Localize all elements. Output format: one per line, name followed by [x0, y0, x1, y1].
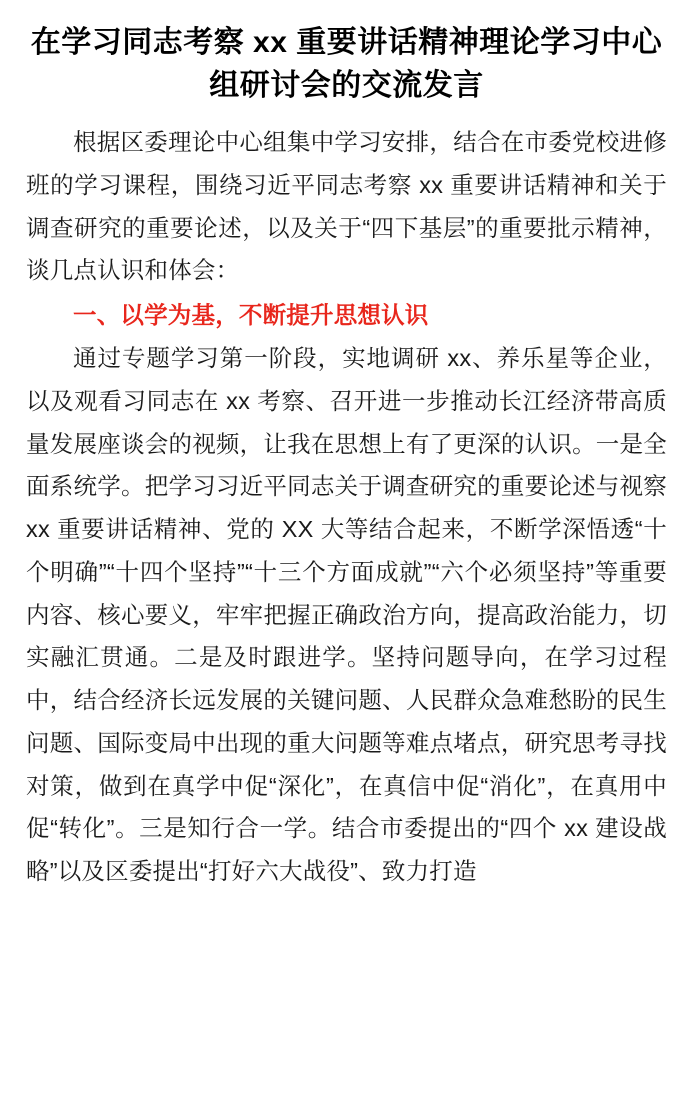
document-title: 在学习同志考察 xx 重要讲话精神理论学习中心组研讨会的交流发言: [30, 26, 663, 102]
intro-paragraph: 根据区委理论中心组集中学习安排，结合在市委党校进修班的学习课程，围绕习近平同志考察 xx 重要讲话精神和关于调查研究的重要论述，以及关于“四下基层”的重要批示精神，谈几点认识和体会：: [26, 129, 667, 284]
section-heading-1: 一、以学为基，不断提升思想认识: [73, 302, 429, 329]
section-body-1: 通过专题学习第一阶段，实地调研 xx、养乐星等企业，以及观看习同志在 xx 考察、召开进一步推动长江经济带高质量发展座谈会的视频，让我在思想上有了更深的认识。一是全面系统学。把学习习近平同志关于调查研究的重要论述与视察 xx 重要讲话精神、党的 XX 大等结合起来，不断学深悟透“十个明确”“十四个坚持”“十三个方面成就”“六个必须坚持”等重要内容、核心要义，牢牢把握正确政治方向，提高政治能力，切实融汇贯通。二是及时跟进学。坚持问题导向，在学习过程中，结合经济长远发展的关键问题、人民群众急难愁盼的民生问题、国际变局中出现的重大问题等难点堵点，研究思考寻找对策，做到在真学中促“深化”，在真信中促“消化”，在真用中促“转化”。三是知行合一学。结合市委提出的“四个 xx 建设战略”以及区委提出“打好六大战役”、致力打造: [26, 345, 667, 885]
